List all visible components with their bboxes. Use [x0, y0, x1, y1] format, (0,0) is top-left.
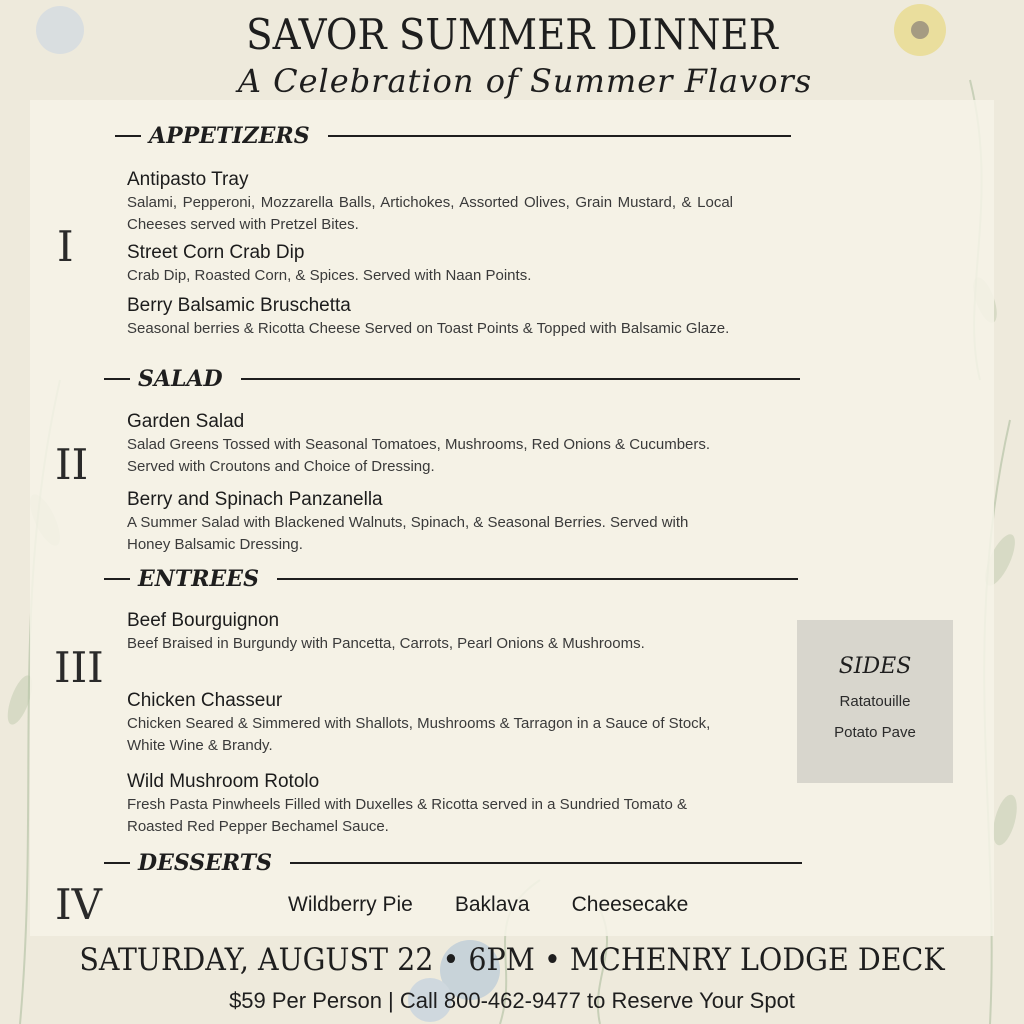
menu-item-name: Antipasto Tray	[127, 169, 249, 190]
section-header-entrees	[104, 567, 798, 591]
section-rule	[241, 378, 800, 380]
section-dash	[104, 862, 130, 864]
section-dash	[104, 578, 130, 580]
menu-item	[127, 294, 733, 340]
menu-item-description: Chicken Seared & Simmered with Shallots, Mushrooms & Tarragon in a Sauce of Stock, White Wine & Brandy.	[127, 715, 711, 754]
event-details: SATURDAY, AUGUST 22 • 6PM • MCHENRY LODGE DECK	[79, 942, 945, 978]
menu-item-name: Chicken Chasseur	[127, 690, 283, 711]
dessert-item: Cheesecake	[571, 893, 689, 916]
menu-item-name: Garden Salad	[127, 411, 245, 432]
side-item: Ratatouille	[839, 693, 911, 710]
menu-item-description: Crab Dip, Roasted Corn, & Spices. Served with Naan Points.	[127, 267, 532, 284]
section-numeral: II	[55, 440, 89, 489]
section-header-desserts	[104, 851, 802, 875]
menu-item-name: Berry Balsamic Bruschetta	[127, 295, 351, 316]
menu-item-description: Fresh Pasta Pinwheels Filled with Duxelles & Ricotta served in a Sundried Tomato & Roasted Red Pepper Bechamel Sauce.	[127, 796, 687, 835]
section-dash	[115, 135, 141, 137]
dessert-item: Wildberry Pie	[288, 893, 413, 916]
menu-item-name: Street Corn Crab Dip	[127, 242, 305, 263]
section-title: APPETIZERS	[149, 123, 310, 149]
section-dash	[104, 378, 130, 380]
menu-item-description: Salami, Pepperoni, Mozzarella Balls, Artichokes, Assorted Olives, Grain Mustard, & Local Cheeses served with Pretzel Bites.	[127, 194, 733, 233]
menu-item-description: Beef Braised in Burgundy with Pancetta, Carrots, Pearl Onions & Mushrooms.	[127, 635, 645, 652]
menu-item	[127, 689, 733, 757]
section-title: DESSERTS	[138, 850, 273, 876]
side-item: Potato Pave	[834, 724, 916, 741]
menu-item	[127, 410, 733, 478]
section-rule	[290, 862, 802, 864]
menu-item	[127, 241, 733, 287]
page-title: SAVOR SUMMER DINNER	[246, 10, 778, 59]
sides-title: SIDES	[838, 654, 912, 679]
section-header-salad	[104, 367, 800, 391]
menu-item	[127, 168, 733, 236]
menu-item-description: Salad Greens Tossed with Seasonal Tomatoes, Mushrooms, Red Onions & Cucumbers. Served with Croutons and Choice of Dressing.	[127, 436, 711, 475]
menu-item-description: Seasonal berries & Ricotta Cheese Served on Toast Points & Topped with Balsamic Glaze.	[127, 320, 730, 337]
menu-item	[127, 488, 733, 556]
page-subtitle: A Celebration of Summer Flavors	[237, 62, 813, 100]
menu-item-name: Berry and Spinach Panzanella	[127, 489, 383, 510]
menu-item-description: A Summer Salad with Blackened Walnuts, Spinach, & Seasonal Berries. Served with Honey Balsamic Dressing.	[127, 514, 689, 553]
section-title: ENTREES	[138, 566, 259, 592]
section-rule	[328, 135, 791, 137]
sides-box	[797, 620, 953, 783]
menu-item-name: Wild Mushroom Rotolo	[127, 771, 320, 792]
dessert-list	[288, 893, 688, 917]
menu-item	[127, 609, 733, 655]
dessert-item: Baklava	[454, 893, 530, 916]
section-header-appetizers	[115, 124, 791, 148]
section-numeral: III	[54, 643, 104, 692]
section-rule	[277, 578, 798, 580]
menu-item-name: Beef Bourguignon	[127, 610, 280, 631]
reservation-info: $59 Per Person | Call 800-462-9477 to Reserve Your Spot	[229, 988, 795, 1013]
section-numeral: I	[57, 222, 74, 271]
section-numeral: IV	[55, 880, 102, 929]
section-title: SALAD	[138, 366, 223, 392]
menu-item	[127, 770, 733, 838]
